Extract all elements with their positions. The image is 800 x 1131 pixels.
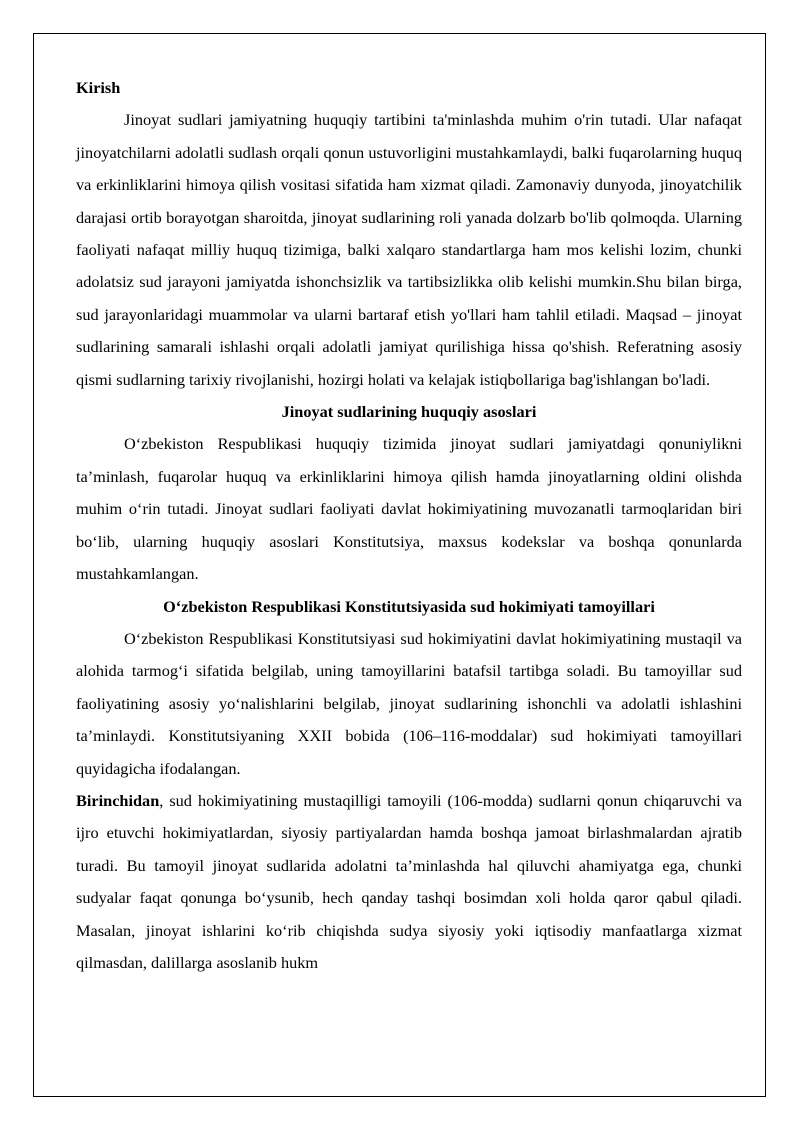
first-principle-lead: Birinchidan — [76, 790, 160, 810]
first-principle-text: , sud hokimiyatining mustaqilligi tamoyili (106-modda) sudlarni qonun chiqaruvchi va ijro etuvchi hokimiyatlardan, siyosiy partiyalardan hamda boshqa jamoat birlashmalardan ajratib turadi. Bu tamoyil jinoyat sudlarida adolatni ta’minlashda hal qiluvchi ahamiyatga ega, chunki sudyalar faqat qonunga bo‘ysunib, hech qanday tashqi bosimdan xoli holda qaror qabul qiladi. Masalan, jinoyat ishlarini ko‘rib chiqishda sudya siyosiy yoki iqtisodiy manfaatlarga xizmat qilmasdan, dalillarga asoslanib hukm — [76, 790, 742, 972]
section-heading-legal-basis: Jinoyat sudlarining huquqiy asoslari — [281, 402, 537, 422]
document-body — [76, 72, 742, 979]
legal-basis-paragraph: O‘zbekiston Respublikasi huquqiy tizimida jinoyat sudlari jamiyatdagi qonuniylikni ta’minlash, fuqarolar huquq va erkinliklarini himoya qilish hamda jinoyatlarning oldini olishda muhim o‘rin tutadi. Jinoyat sudlari faoliyati davlat hokimiyatining muvozanatli tarmoqlaridan biri bo‘lib, ularning huquqiy asoslari Konstitutsiya, maxsus kodekslar va boshqa qonunlarda mustahkamlangan. — [76, 434, 742, 584]
constitution-paragraph: O‘zbekiston Respublikasi Konstitutsiyasi sud hokimiyatini davlat hokimiyatining mustaqil va alohida tarmog‘i sifatida belgilab, uning tamoyillarini batafsil tartibga soladi. Bu tamoyillar sud faoliyatining asosiy yo‘nalishlarini belgilab, jinoyat sudlarining ishonchli va adolatli ishlashini ta’minlaydi. Konstitutsiyaning XXII bobida (106–116-moddalar) sud hokimiyati tamoyillari quyidagicha ifodalangan. — [76, 628, 742, 778]
first-principle-paragraph — [76, 785, 742, 979]
section-title-intro: Kirish — [76, 78, 121, 97]
section-heading-constitution: O‘zbekiston Respublikasi Konstitutsiyasida sud hokimiyati tamoyillari — [163, 596, 655, 616]
intro-paragraph: Jinoyat sudlari jamiyatning huquqiy tartibini ta'minlashda muhim o'rin tutadi. Ular nafaqat jinoyatchilarni adolatli sudlash orqali qonun ustuvorligini mustahkamlaydi, balki fuqarolarning huquq va erkinliklarini himoya qilish vositasi sifatida ham xizmat qiladi. Zamonaviy dunyoda, jinoyatchilik darajasi ortib borayotgan sharoitda, jinoyat sudlarining roli yanada dolzarb bo'lib qolmoqda. Ularning faoliyati nafaqat milliy huquq tizimiga, balki xalqaro standartlarga ham mos kelishi lozim, chunki adolatsiz sud jarayoni jamiyatda ishonchsizlik va tartibsizlikka olib kelishi mumkin.Shu bilan birga, sud jarayonlaridagi muammolar va ularni bartaraf etish yo'llari ham tahlil etiladi. Maqsad – jinoyat sudlarining samarali ishlashi orqali adolatli jamiyat qurilishiga hissa qo'shish. Referatning asosiy qismi sudlarning tarixiy rivojlanishi, hozirgi holati va kelajak istiqbollariga bag'ishlangan bo'ladi. — [76, 110, 742, 389]
